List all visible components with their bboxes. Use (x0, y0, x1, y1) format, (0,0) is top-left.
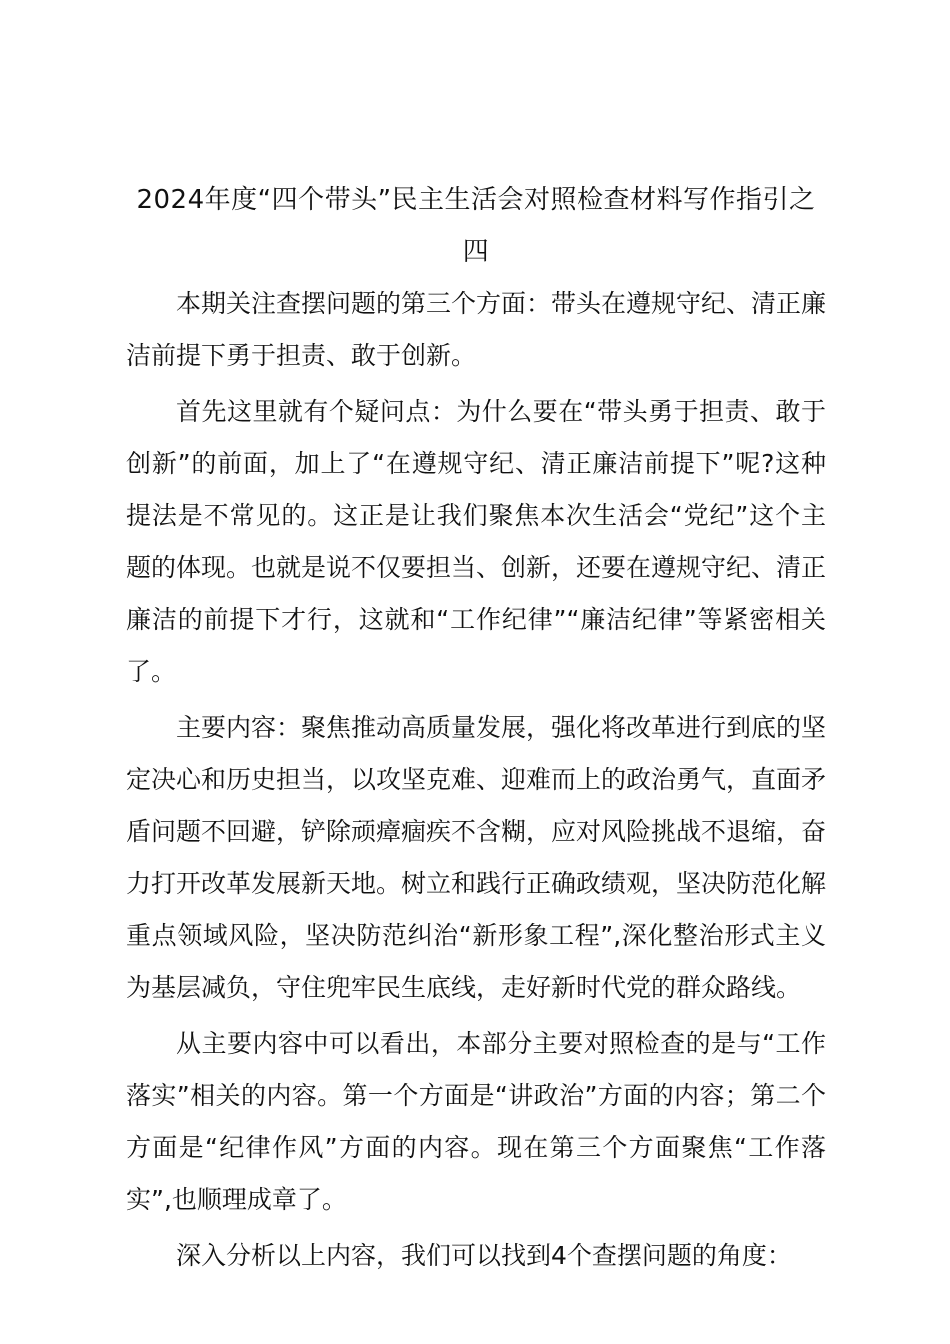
document-page (126, 174, 826, 1282)
paragraph-angles: 深入分析以上内容，我们可以找到4个查摆问题的角度： (176, 1241, 792, 1270)
paragraph-main-content: 主要内容：聚焦推动高质量发展，强化将改革进行到底的坚定决心和历史担当，以攻坚克难、迎难而上的政治勇气，直面矛盾问题不回避，铲除顽瘴痼疾不含糊，应对风险挑战不退缩，奋力打开改革发展新天地。树立和践行正确政绩观，坚决防范化解重点领域风险，坚决防范纠治“新形象工程”,深化整治形式主义为基层减负，守住兜牢民生底线，走好新时代党的群众路线。 (126, 713, 827, 1002)
paragraph-analysis: 从主要内容中可以看出，本部分主要对照检查的是与“工作落实”相关的内容。第一个方面是“讲政治”方面的内容；第二个方面是“纪律作风”方面的内容。现在第三个方面聚焦“工作落实”,也顺理成章了。 (126, 1029, 826, 1214)
paragraph-question: 首先这里就有个疑问点：为什么要在“带头勇于担责、敢于创新”的前面，加上了“在遵规守纪、清正廉洁前提下”呢?这种提法是不常见的。这正是让我们聚焦本次生活会“党纪”这个主题的体现。也就是说不仅要担当、创新，还要在遵规守纪、清正廉洁的前提下才行，这就和“工作纪律”“廉洁纪律”等紧密相关了。 (126, 397, 827, 686)
paragraph-intro: 本期关注查摆问题的第三个方面：带头在遵规守纪、清正廉洁前提下勇于担责、敢于创新。 (126, 289, 827, 370)
document-title: 2024年度“四个带头”民主生活会对照检查材料写作指引之四 (136, 185, 816, 267)
